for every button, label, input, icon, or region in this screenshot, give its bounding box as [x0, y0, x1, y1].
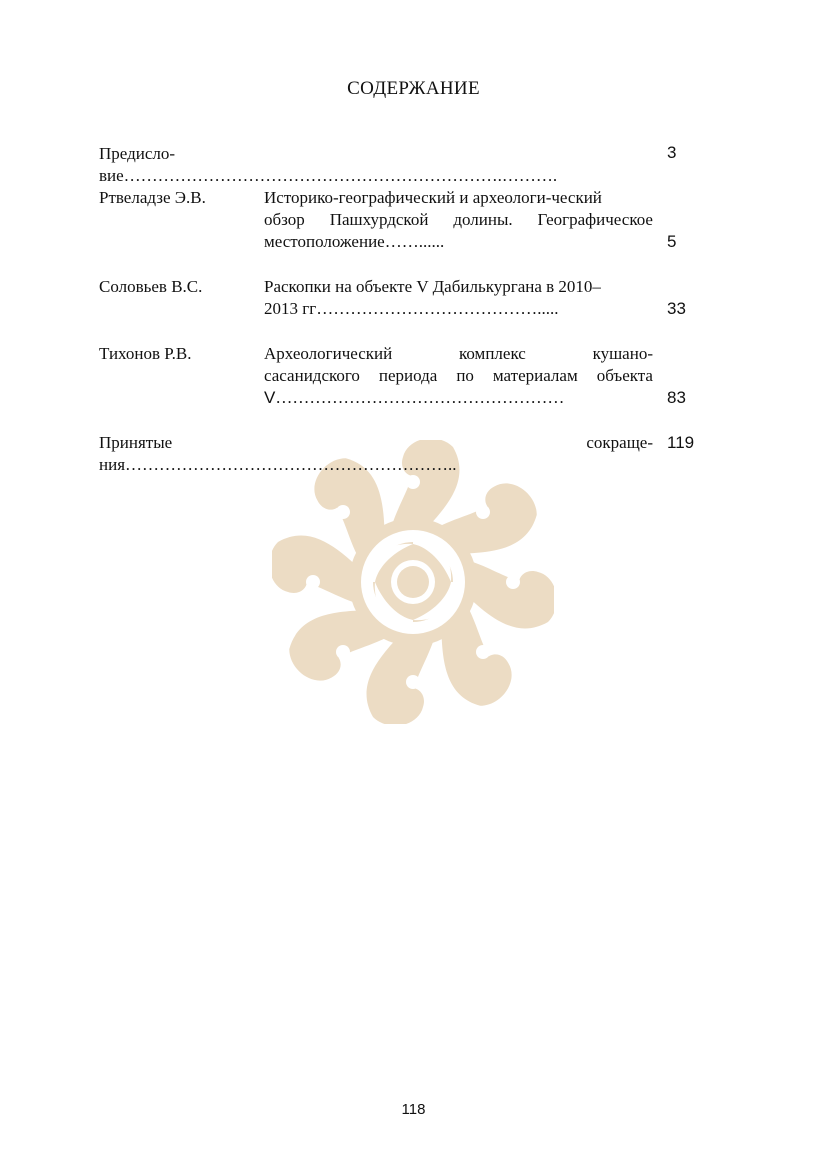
toc-entry2-page: 33 [667, 299, 686, 318]
word: кушано- [592, 344, 653, 363]
toc-entry3-page: 83 [667, 388, 686, 407]
toc-preface-line2: вие………………………………………………………….………. [99, 166, 558, 185]
toc-entry1-title-line1: Историко-географический и археологи-ческий [264, 188, 602, 207]
toc-entry1-page: 5 [667, 232, 677, 251]
toc-entry2-title-line1: Раскопки на объекте V Дабилькургана в 2010– [264, 277, 601, 296]
toc-abbreviations-page: 119 [667, 433, 695, 452]
toc-abbreviations-line1 [99, 432, 653, 454]
toc-preface-line1: Предисло- [99, 144, 176, 163]
toc-entry3-title-line2 [264, 365, 653, 387]
toc-entry2-title-line2: 2013 гг…………………………………..... [264, 299, 559, 318]
page-number: 118 [401, 1101, 426, 1118]
word: сасанидского [264, 366, 360, 385]
toc-entry3-author: Тихонов Р.В. [99, 344, 192, 363]
toc-entry3-line3-letter: V [264, 388, 276, 407]
word: периода [378, 366, 438, 385]
toc-entry3-title-line3 [264, 387, 564, 409]
toc-entry1-author: Ртвеладзе Э.В. [99, 188, 206, 207]
toc-entry1-title-line2 [264, 209, 653, 231]
toc-preface-page: 3 [667, 143, 677, 162]
toc-entry3-title-line1 [264, 343, 653, 365]
word: Археологический [264, 344, 393, 363]
word: Географическое [537, 210, 653, 229]
word: Пашхурдской [329, 210, 429, 229]
page-title: СОДЕРЖАНИЕ [347, 78, 480, 99]
word: комплекс [458, 344, 526, 363]
word: материалам [492, 366, 578, 385]
toc-abbreviations-line2: ния………………………………………………….. [99, 455, 457, 474]
word: объекта [596, 366, 653, 385]
word: долины. [453, 210, 513, 229]
word: по [456, 366, 474, 385]
toc-entry1-title-line3: местоположение……...... [264, 232, 445, 251]
rosette-watermark-icon [272, 440, 554, 724]
toc-entry3-line3-leader: …………………………………………… [275, 388, 565, 407]
word: Принятые [99, 433, 173, 452]
toc-entry2-author: Соловьев В.С. [99, 277, 203, 296]
word: обзор [264, 210, 305, 229]
word: сокраще- [586, 433, 653, 452]
